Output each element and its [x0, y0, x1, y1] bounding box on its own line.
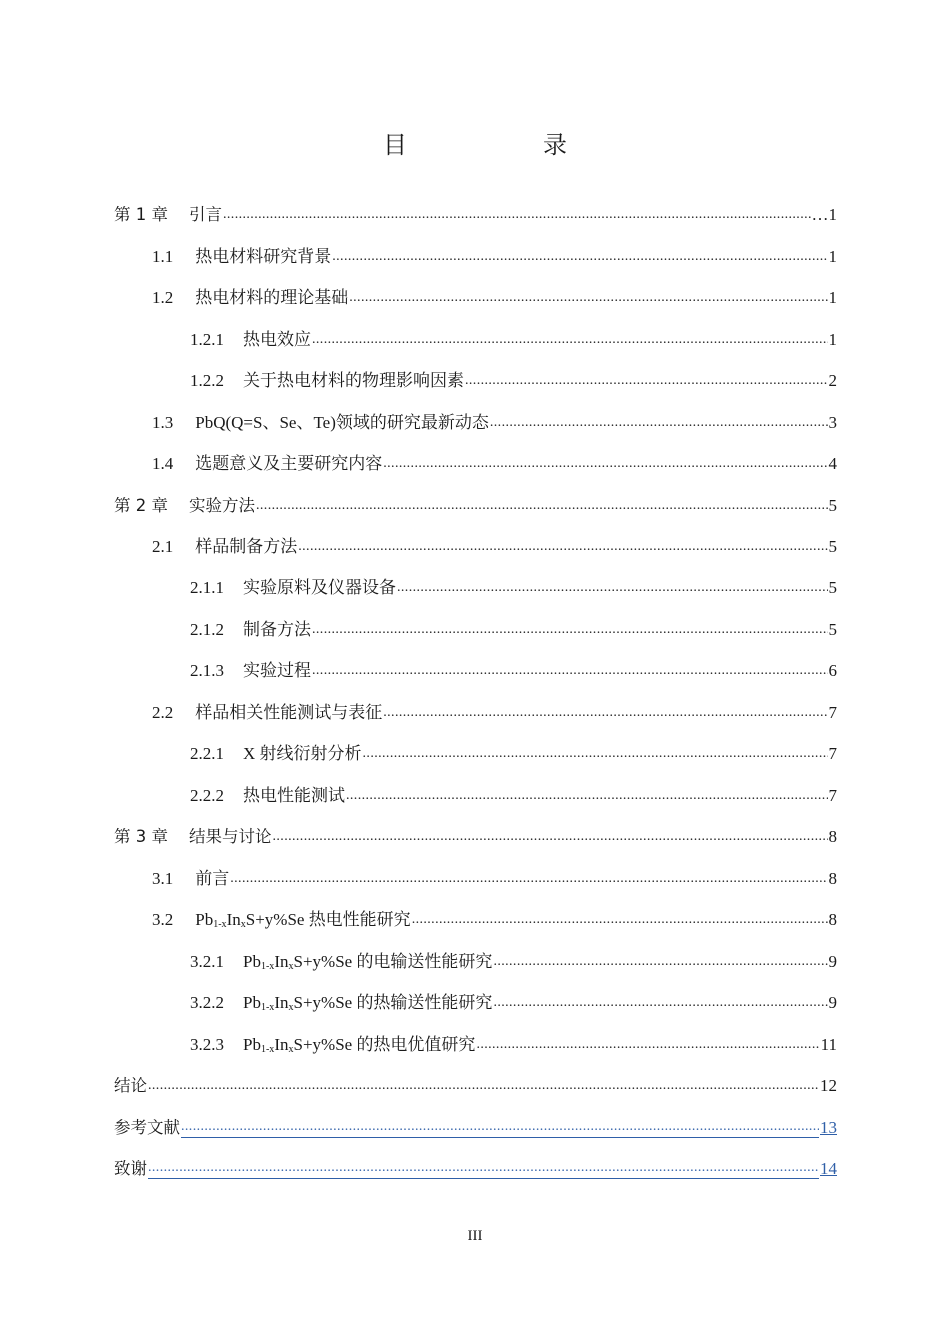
toc-entry-title: 前言	[195, 869, 230, 888]
toc-entry-page: 8	[828, 827, 837, 846]
toc-entry-3-2-1[interactable]	[190, 948, 837, 972]
toc-entry-number: 1.2.2	[190, 371, 224, 390]
toc-entry-title: PbQ(Q=S、Se、Te)领域的研究最新动态	[195, 413, 489, 432]
toc-entry-page: 7	[828, 703, 837, 722]
toc-entry-number: 第 3 章	[114, 827, 168, 846]
toc-entry-number: 3.1	[152, 869, 174, 888]
toc-entry-number: 3.2.2	[190, 993, 224, 1012]
toc-entry-chapter-2[interactable]	[114, 492, 837, 516]
toc-leader-dots	[493, 993, 827, 1013]
toc-leader-dots	[312, 620, 828, 640]
toc-entry-page: 6	[828, 661, 837, 680]
toc-entry-page: 1	[828, 288, 837, 307]
toc-entry-3-2[interactable]	[152, 906, 837, 930]
toc-entry-number: 3.2.3	[190, 1035, 224, 1054]
toc-entry-title: 引言	[189, 205, 222, 224]
toc-entry-1-4[interactable]	[152, 450, 837, 474]
toc-leader-dots	[465, 371, 828, 391]
toc-entry-title: 热电材料的理论基础	[195, 288, 349, 307]
toc-entry-2-1-2[interactable]	[190, 616, 837, 640]
toc-entry-title: 结果与讨论	[189, 827, 272, 846]
toc-entry-number: 2.2.1	[190, 744, 224, 763]
toc-entry-page: 1	[828, 330, 837, 349]
toc-entry-title: $Pb_{1-x}In_xS+y\%Se$ 的电输送性能研究	[243, 952, 493, 972]
toc-entry-2-1-1[interactable]	[190, 574, 837, 598]
toc-entry-number: 2.2.2	[190, 786, 224, 805]
toc-entry-2-2-2[interactable]	[190, 782, 837, 806]
toc-entry-title: 实验过程	[243, 661, 311, 680]
toc-entry-number: 2.1.3	[190, 661, 224, 680]
toc-entry-page: 5	[828, 496, 837, 515]
toc-leader-dots	[223, 205, 811, 225]
toc-entry-3-1[interactable]	[152, 865, 837, 889]
toc-leader-dots	[383, 703, 827, 723]
toc-entry-acknowledgements[interactable]	[114, 1155, 837, 1179]
toc-entry-page: 8	[828, 869, 837, 888]
toc-entry-3-2-3[interactable]	[190, 1031, 837, 1055]
toc-entry-page: 7	[828, 786, 837, 805]
toc-entry-page: 3	[828, 413, 837, 432]
toc-entry-title: 结论	[114, 1076, 147, 1095]
toc-entry-page: 5	[828, 620, 837, 639]
toc-leader-dots	[349, 288, 827, 308]
toc-entry-number: 1.2	[152, 288, 174, 307]
toc-entry-number: 1.3	[152, 413, 174, 432]
toc-leader-dots	[312, 661, 828, 681]
toc-entry-title: 实验原料及仪器设备	[243, 578, 396, 597]
toc-entry-title: 热电材料研究背景	[195, 247, 332, 266]
toc-entry-2-1-3[interactable]	[190, 657, 837, 681]
toc-entry-page: 11	[820, 1035, 837, 1054]
toc-entry-2-2[interactable]	[152, 699, 837, 723]
toc-entry-page: 12	[820, 1076, 837, 1095]
toc-entry-3-2-2[interactable]	[190, 989, 837, 1013]
toc-entry-page: 5	[828, 578, 837, 597]
toc-entry-page: 1	[828, 247, 837, 266]
toc-entry-title: $Pb_{1-x}In_xS+y\%Se$ 的热电优值研究	[243, 1035, 476, 1055]
toc-entry-conclusion[interactable]	[114, 1072, 837, 1096]
toc-leader-dots	[363, 744, 828, 764]
toc-entry-number: 3.2.1	[190, 952, 224, 971]
toc-leader-dots	[397, 578, 828, 598]
toc-entry-title: 实验方法	[189, 496, 255, 515]
toc-entry-title: 致谢	[114, 1159, 147, 1178]
toc-entry-page: 4	[828, 454, 837, 473]
toc-entry-title: 关于热电材料的物理影响因素	[243, 371, 464, 390]
toc-entry-page: 9	[828, 952, 837, 971]
toc-leader-dots	[412, 910, 828, 930]
toc-leader-dots	[493, 952, 827, 972]
toc-entry-title: 样品制备方法	[195, 537, 298, 556]
toc-entry-title: 热电性能测试	[243, 786, 345, 805]
toc-entry-number: 3.2	[152, 910, 174, 929]
toc-leader-dots	[230, 869, 827, 889]
toc-entry-number: 第 2 章	[114, 496, 168, 515]
toc-leader-dots	[490, 413, 828, 433]
toc-entry-number: 1.1	[152, 247, 174, 266]
toc-entry-title: 热电效应	[243, 330, 311, 349]
toc-entry-chapter-3[interactable]	[114, 823, 837, 847]
toc-entry-references[interactable]	[114, 1114, 837, 1138]
toc-entry-title: $Pb_{1-x}In_xS+y\%Se$ 热电性能研究	[195, 910, 411, 930]
toc-entry-page: 7	[828, 744, 837, 763]
toc-entry-page: …1	[811, 205, 837, 224]
toc-entry-number: 2.1.1	[190, 578, 224, 597]
toc-entry-title: $Pb_{1-x}In_xS+y\%Se$ 的热输送性能研究	[243, 993, 493, 1013]
toc-entry-1-3[interactable]	[152, 409, 837, 433]
toc-leader-dots	[148, 1159, 819, 1179]
page-number-footer: III	[467, 1228, 483, 1244]
toc-entry-page: 9	[828, 993, 837, 1012]
toc-entry-number: 2.1	[152, 537, 174, 556]
toc-entry-1-1[interactable]	[152, 243, 837, 267]
toc-entry-title: 参考文献	[114, 1118, 180, 1137]
toc-leader-dots	[256, 496, 828, 516]
toc-leader-dots	[476, 1035, 819, 1055]
toc-entry-number: 2.2	[152, 703, 174, 722]
toc-leader-dots	[312, 330, 828, 350]
toc-entry-title: X 射线衍射分析	[243, 744, 362, 763]
toc-entry-2-2-1[interactable]	[190, 740, 837, 764]
toc-entry-number: 第 1 章	[114, 205, 168, 224]
toc-leader-dots	[383, 454, 827, 474]
toc-entry-chapter-1[interactable]	[114, 201, 837, 225]
toc-entry-1-2-1[interactable]	[190, 326, 837, 350]
toc-entry-number: 1.2.1	[190, 330, 224, 349]
toc-entry-page: 5	[828, 537, 837, 556]
toc-entry-2-1[interactable]	[152, 533, 837, 557]
toc-entry-number: 2.1.2	[190, 620, 224, 639]
toc-entry-page-link[interactable]: 13	[820, 1118, 837, 1137]
toc-entry-page: 8	[828, 910, 837, 929]
toc-leader-dots	[148, 1076, 819, 1096]
toc-leader-dots	[298, 537, 827, 557]
toc-leader-dots	[346, 786, 828, 806]
toc-entry-title: 制备方法	[243, 620, 311, 639]
toc-leader-dots	[332, 247, 827, 267]
toc-leader-dots	[181, 1118, 819, 1138]
toc-entry-page: 2	[828, 371, 837, 390]
toc-leader-dots	[273, 827, 828, 847]
toc-entry-1-2[interactable]	[152, 284, 837, 308]
toc-entry-page-link[interactable]: 14	[820, 1159, 837, 1178]
toc-title: 目 录	[383, 131, 623, 159]
toc-entry-title: 选题意义及主要研究内容	[195, 454, 383, 473]
toc-entry-1-2-2[interactable]	[190, 367, 837, 391]
toc-entry-number: 1.4	[152, 454, 174, 473]
toc-entry-title: 样品相关性能测试与表征	[195, 703, 383, 722]
